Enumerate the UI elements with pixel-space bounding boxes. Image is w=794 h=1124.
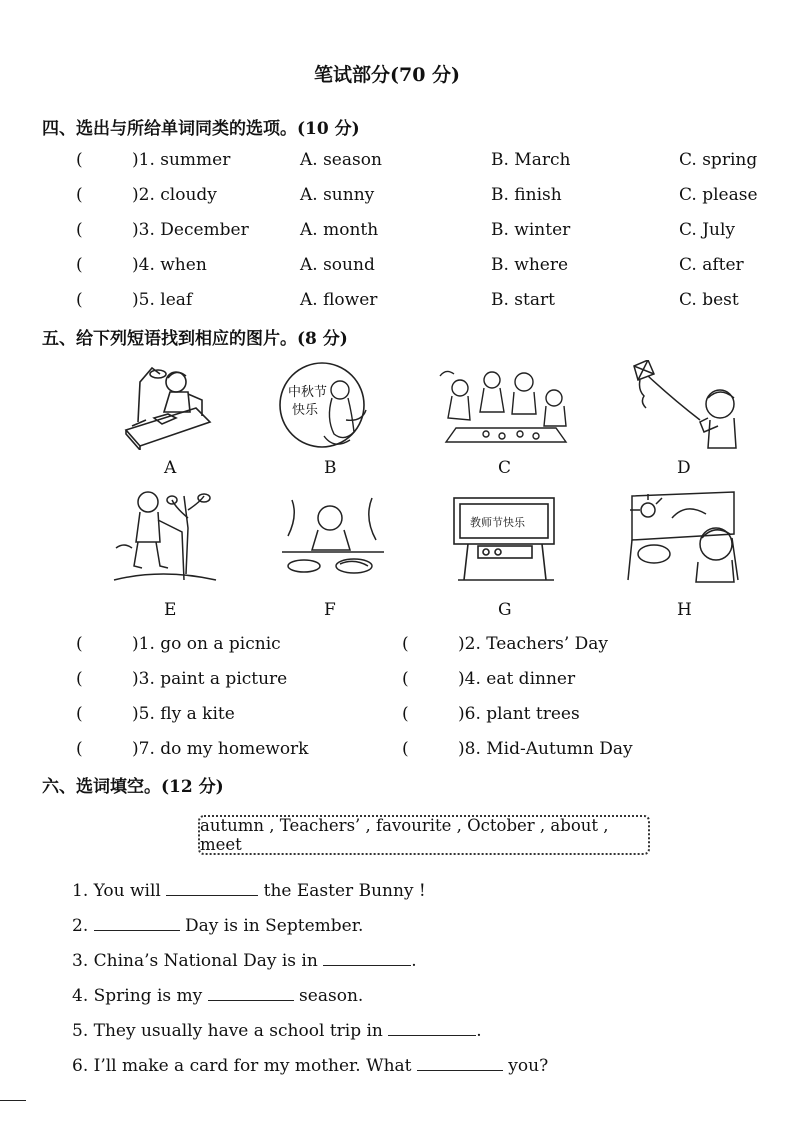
answer-paren[interactable]: ( xyxy=(76,255,83,275)
sentence-text: 1. You will xyxy=(72,881,167,901)
picture-label-d: D xyxy=(677,458,691,478)
answer-paren[interactable]: ( xyxy=(402,634,409,654)
option-c: C. July xyxy=(679,220,736,240)
picture-g-text: 教师节快乐 xyxy=(470,516,525,529)
section-5-heading: 五、给下列短语找到相应的图片。(8 分) xyxy=(42,329,348,349)
sentence-text: . xyxy=(411,951,417,971)
answer-paren[interactable]: ( xyxy=(76,739,83,759)
sentence-text: . xyxy=(476,1021,482,1041)
option-c: C. spring xyxy=(679,150,758,170)
answer-paren[interactable]: ( xyxy=(76,634,83,654)
fill-sentence xyxy=(72,878,426,901)
answer-paren[interactable]: ( xyxy=(76,185,83,205)
page-edge-mark xyxy=(0,1100,26,1101)
sentence-text: 2. xyxy=(72,916,94,936)
option-a: A. season xyxy=(300,150,382,170)
picture-label-c: C xyxy=(498,458,512,478)
word-bank-text: autumn , Teachers’ , favourite , October , about , meet xyxy=(200,816,609,854)
answer-paren[interactable]: ( xyxy=(76,704,83,724)
phrase-item: )7. do my homework xyxy=(132,739,309,759)
answer-blank[interactable] xyxy=(417,1053,503,1071)
picture-b-text-line2: 快乐 xyxy=(292,403,319,418)
option-b: B. finish xyxy=(491,185,562,205)
answer-paren[interactable]: ( xyxy=(402,669,409,689)
teachers-day-picture xyxy=(450,494,560,582)
plant-trees-picture xyxy=(112,488,222,588)
answer-blank[interactable] xyxy=(94,913,180,931)
phrase-item: )5. fly a kite xyxy=(132,704,235,724)
section-4-heading: 四、选出与所给单词同类的选项。(10 分) xyxy=(42,119,360,139)
picture-b-text-line1: 中秋节 xyxy=(288,385,328,400)
sentence-text: 6. I’ll make a card for my mother. What xyxy=(72,1056,417,1076)
option-b: B. start xyxy=(491,290,555,310)
phrase-item: )6. plant trees xyxy=(458,704,580,724)
question-word: )1. summer xyxy=(132,150,231,170)
phrase-item: )1. go on a picnic xyxy=(132,634,281,654)
sentence-text: Day is in September. xyxy=(179,916,364,936)
option-a: A. sunny xyxy=(300,185,375,205)
question-word: )4. when xyxy=(132,255,207,275)
answer-paren[interactable]: ( xyxy=(76,290,83,310)
picture-label-b: B xyxy=(324,458,337,478)
sentence-text: the Easter Bunny ! xyxy=(258,881,426,901)
sentence-text: 5. They usually have a school trip in xyxy=(72,1021,389,1041)
paint-picture xyxy=(626,488,742,584)
answer-blank[interactable] xyxy=(166,878,258,896)
option-c: C. please xyxy=(679,185,758,205)
moon-goddess-picture xyxy=(270,360,380,450)
option-a: A. flower xyxy=(300,290,378,310)
picture-label-e: E xyxy=(164,600,177,620)
phrase-item: )4. eat dinner xyxy=(458,669,576,689)
option-a: A. month xyxy=(300,220,379,240)
answer-paren[interactable]: ( xyxy=(76,669,83,689)
option-b: B. winter xyxy=(491,220,571,240)
homework-picture xyxy=(118,360,218,450)
question-word: )2. cloudy xyxy=(132,185,217,205)
question-word: )5. leaf xyxy=(132,290,193,310)
option-b: B. March xyxy=(491,150,571,170)
answer-paren[interactable]: ( xyxy=(76,220,83,240)
sentence-text: 4. Spring is my xyxy=(72,986,208,1006)
phrase-item: )2. Teachers’ Day xyxy=(458,634,609,654)
option-a: A. sound xyxy=(300,255,375,275)
sentence-text: you? xyxy=(502,1056,549,1076)
sentence-text: 3. China’s National Day is in xyxy=(72,951,324,971)
fill-sentence xyxy=(72,913,363,936)
option-b: B. where xyxy=(491,255,569,275)
fill-sentence xyxy=(72,983,363,1006)
dinner-picture xyxy=(278,496,388,580)
answer-paren[interactable]: ( xyxy=(76,150,83,170)
section-6-heading: 六、选词填空。(12 分) xyxy=(42,777,224,797)
fill-sentence xyxy=(72,1053,548,1076)
phrase-item: )3. paint a picture xyxy=(132,669,288,689)
picture-label-g: G xyxy=(498,600,512,620)
picture-label-a: A xyxy=(164,458,177,478)
picture-label-f: F xyxy=(324,600,336,620)
answer-blank[interactable] xyxy=(323,948,411,966)
word-bank xyxy=(198,815,650,855)
picture-label-h: H xyxy=(677,600,692,620)
answer-blank[interactable] xyxy=(208,983,294,1001)
answer-paren[interactable]: ( xyxy=(402,704,409,724)
answer-paren[interactable]: ( xyxy=(402,739,409,759)
sentence-text: season. xyxy=(293,986,364,1006)
answer-blank[interactable] xyxy=(388,1018,476,1036)
phrase-item: )8. Mid-Autumn Day xyxy=(458,739,633,759)
question-word: )3. December xyxy=(132,220,249,240)
fill-sentence xyxy=(72,1018,482,1041)
page-title: 笔试部分(70 分) xyxy=(314,64,461,86)
kite-picture xyxy=(624,360,744,450)
fill-sentence xyxy=(72,948,417,971)
picnic-picture xyxy=(436,366,576,446)
option-c: C. after xyxy=(679,255,744,275)
option-c: C. best xyxy=(679,290,739,310)
